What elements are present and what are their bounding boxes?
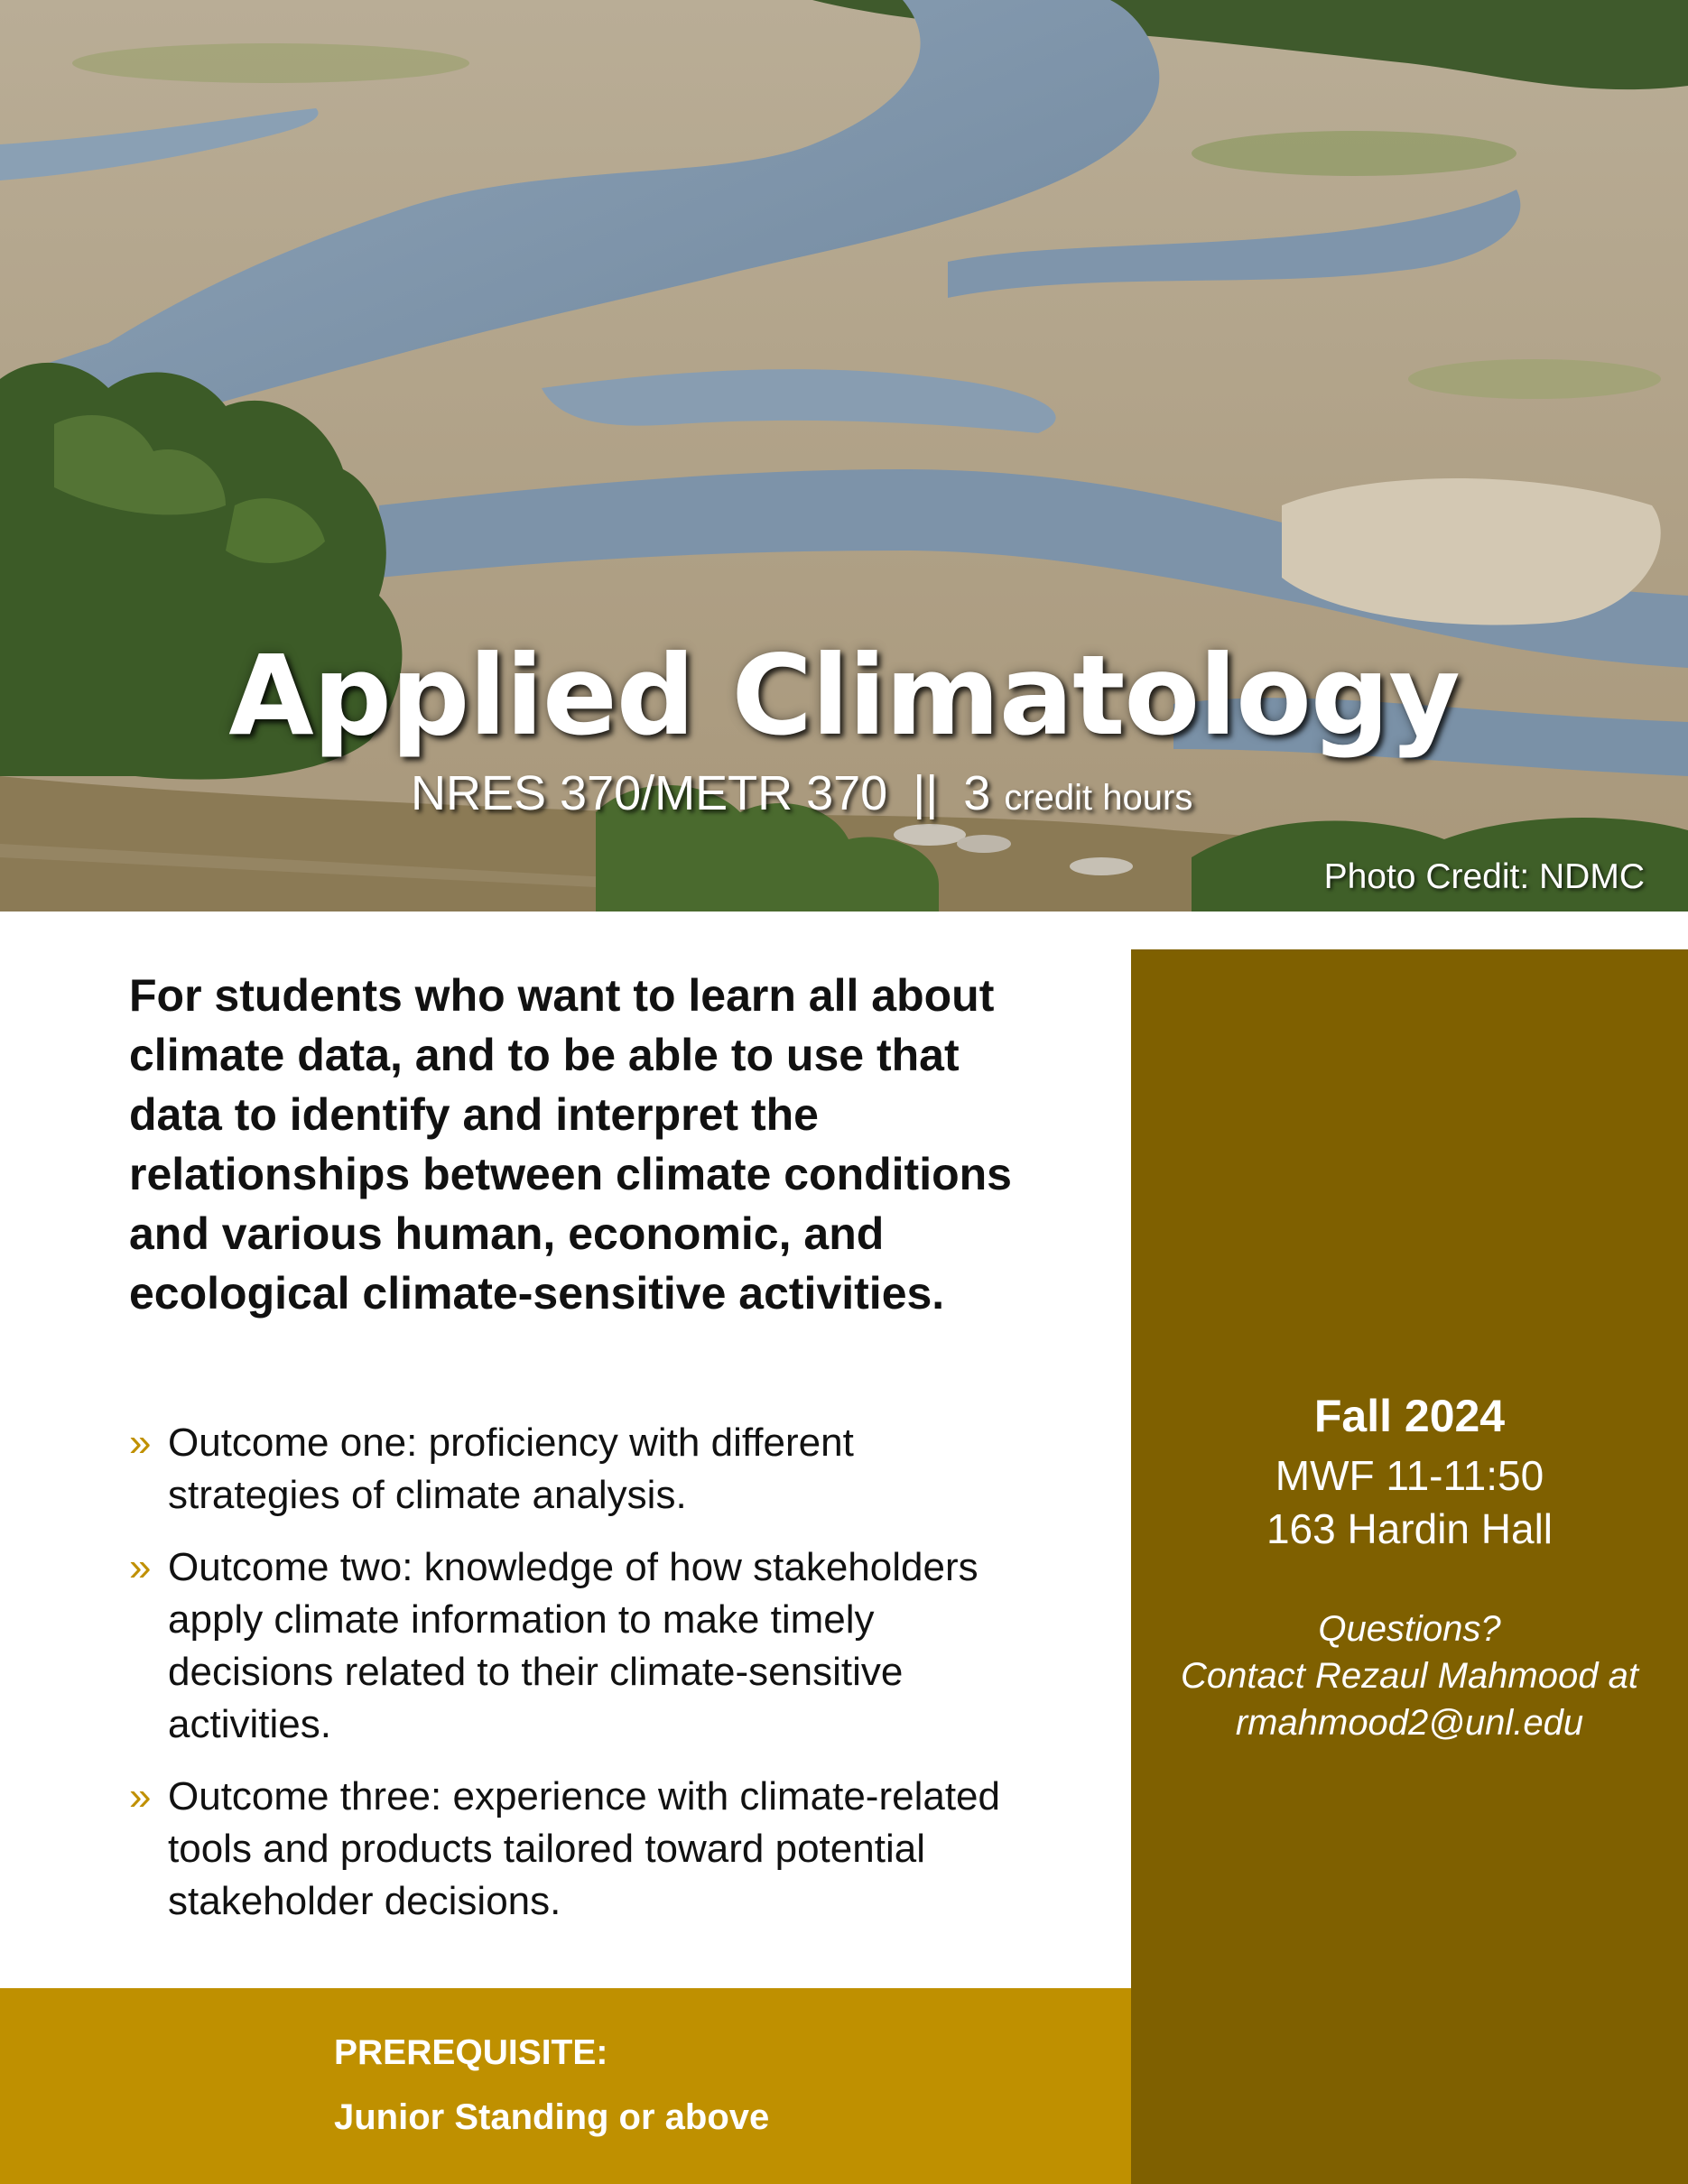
learning-outcomes-list <box>129 1417 1032 1948</box>
subtitle-separator: || <box>913 766 939 820</box>
photo-credit: Photo Credit: NDMC <box>1323 857 1645 896</box>
questions-label: Questions? <box>1318 1609 1501 1649</box>
term-heading: Fall 2024 <box>1313 1391 1506 1441</box>
outcome-text: Outcome three: experience with climate-related tools and products tailored toward potential stakeholder decisions. <box>168 1774 1000 1923</box>
outcome-text: Outcome two: knowledge of how stakeholders apply climate information to make timely decisions related to their climate-sensitive activities. <box>168 1545 978 1746</box>
outcome-text: Outcome one: proficiency with different strategies of climate analysis. <box>168 1421 854 1517</box>
course-subtitle <box>411 765 1192 821</box>
course-title: Applied Climatology <box>228 632 1460 760</box>
prerequisite-label: PREREQUISITE: <box>334 2033 608 2072</box>
schedule-panel <box>1131 949 1688 2184</box>
outcome-item-three <box>129 1771 1032 1928</box>
course-description: For students who want to learn all about climate data, and to be able to use that data to identify and interpret the relationships between climate conditions and various human, economic, and ecological climate-sensitive activities. <box>129 970 1012 1319</box>
outcome-item-one <box>129 1417 1032 1522</box>
contact-name: Contact Rezaul Mahmood at <box>1181 1656 1638 1696</box>
chevron-bullet-icon: » <box>129 1774 152 1818</box>
prerequisite-bar <box>0 1988 1131 2184</box>
meeting-days-time: MWF 11-11:50 <box>1275 1452 1544 1499</box>
credit-label: credit hours <box>1004 778 1193 818</box>
hero-photo <box>0 0 1688 912</box>
course-codes: NRES 370/METR 370 <box>411 766 888 820</box>
credit-number: 3 <box>963 766 991 820</box>
chevron-bullet-icon: » <box>129 1545 152 1589</box>
chevron-bullet-icon: » <box>129 1421 152 1465</box>
outcome-item-two <box>129 1541 1032 1751</box>
contact-email[interactable]: rmahmood2@unl.edu <box>1235 1703 1584 1743</box>
meeting-location: 163 Hardin Hall <box>1266 1505 1554 1552</box>
prerequisite-value: Junior Standing or above <box>334 2097 770 2137</box>
